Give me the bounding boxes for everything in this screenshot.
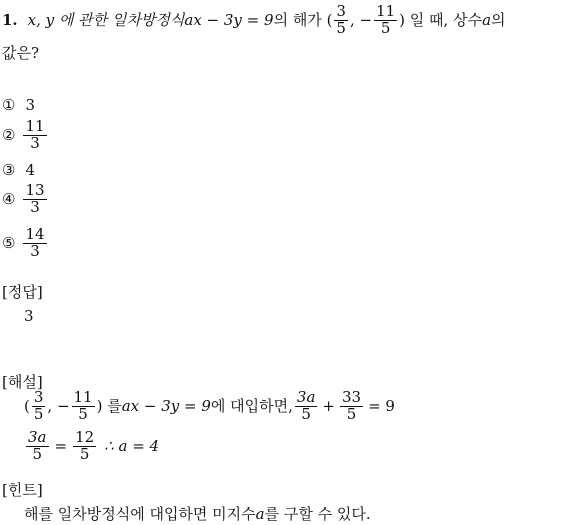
question-text-mid: 의 해가 (: [273, 10, 333, 29]
hint-label: [힌트]: [2, 481, 43, 499]
question-text-prefix: x, y 에 관한 일차방정식: [27, 10, 185, 29]
choice-fraction: [23, 227, 46, 260]
solution-x-numerator: 3: [336, 2, 346, 20]
choice-1[interactable]: [2, 98, 35, 113]
question-equation: ax − 3y = 9: [184, 10, 274, 29]
explanation-plus: +: [322, 396, 335, 415]
solution-separator: , −: [349, 10, 373, 29]
explanation-y-denominator: 5: [78, 404, 88, 423]
explanation-equals-9: = 9: [368, 396, 395, 415]
explanation-term-1-denominator: 5: [301, 404, 311, 423]
question-number: 1.: [2, 10, 18, 29]
choice-value: 4: [25, 161, 35, 179]
choice-numerator: 14: [25, 225, 45, 243]
question-line: [2, 4, 506, 37]
explanation-term-1-numerator: 3a: [296, 388, 316, 406]
hint-text-suffix: 를 구할 수 있다.: [264, 505, 371, 523]
choice-fraction: [23, 119, 46, 152]
choice-numerator: 11: [25, 117, 45, 135]
question-line-2: 값은?: [2, 44, 40, 62]
answer-value: 3: [24, 307, 34, 325]
explanation-term-2-denominator: 5: [346, 404, 357, 423]
choice-denominator: 3: [30, 197, 40, 216]
explanation-y-fraction: [72, 390, 95, 423]
question-text-suffix: ) 일 때, 상수: [399, 10, 483, 29]
explanation-line2-term-1-denominator: 5: [32, 444, 43, 463]
explanation-separator: , −: [47, 396, 70, 415]
hint-text-prefix: 해를 일차방정식에 대입하면 미지수: [24, 505, 256, 523]
explanation-line2-term-1-numerator: 3a: [28, 428, 47, 446]
hint-text: [24, 507, 371, 522]
explanation-line2-term-2: [73, 430, 96, 463]
explanation-equation: ax − 3y = 9: [121, 396, 211, 415]
choice-mark: ①: [2, 96, 16, 114]
explanation-line2-term-1: [26, 430, 49, 463]
explanation-term-1: [295, 390, 318, 423]
choice-value: 3: [25, 96, 35, 114]
explanation-text: 에 대입하면,: [210, 396, 293, 415]
choice-mark: ②: [2, 125, 16, 144]
choice-5[interactable]: [2, 227, 49, 260]
choice-4[interactable]: [2, 183, 49, 216]
explanation-line-1: [24, 390, 395, 423]
explanation-therefore: ∴ a = 4: [104, 436, 160, 455]
solution-x-fraction: [334, 4, 348, 37]
solution-y-denominator: 5: [380, 18, 391, 37]
answer-label: [정답]: [2, 283, 43, 301]
explanation-y-numerator: 11: [73, 388, 93, 406]
choice-2[interactable]: [2, 119, 49, 152]
explanation-label: [해설]: [2, 373, 43, 391]
explanation-x-fraction: [32, 390, 46, 423]
solution-x-denominator: 5: [336, 18, 346, 37]
choice-mark: ④: [2, 189, 16, 208]
explanation-line2-term-2-numerator: 12: [75, 428, 95, 446]
solution-y-fraction: [374, 4, 397, 37]
solution-y-numerator: 11: [376, 2, 396, 20]
hint-var-a: a: [255, 505, 265, 523]
explanation-open: (: [24, 396, 30, 415]
choice-denominator: 3: [30, 241, 40, 260]
choice-denominator: 3: [30, 133, 40, 152]
explanation-term-2-numerator: 33: [342, 388, 362, 406]
choice-mark: ③: [2, 161, 16, 179]
explanation-line-2: [24, 430, 159, 463]
explanation-x-denominator: 5: [33, 404, 44, 423]
question-text-end: 의: [491, 10, 506, 29]
explanation-x-numerator: 3: [33, 388, 44, 406]
choice-3[interactable]: [2, 163, 35, 178]
explanation-line2-term-2-denominator: 5: [79, 444, 90, 463]
choice-numerator: 13: [25, 181, 45, 199]
choice-fraction: [23, 183, 46, 216]
question-var-a: a: [482, 10, 492, 29]
explanation-term-2: [340, 390, 363, 423]
choice-mark: ⑤: [2, 233, 16, 252]
explanation-line2-equals: =: [54, 436, 68, 455]
explanation-close: ) 를: [96, 396, 122, 415]
